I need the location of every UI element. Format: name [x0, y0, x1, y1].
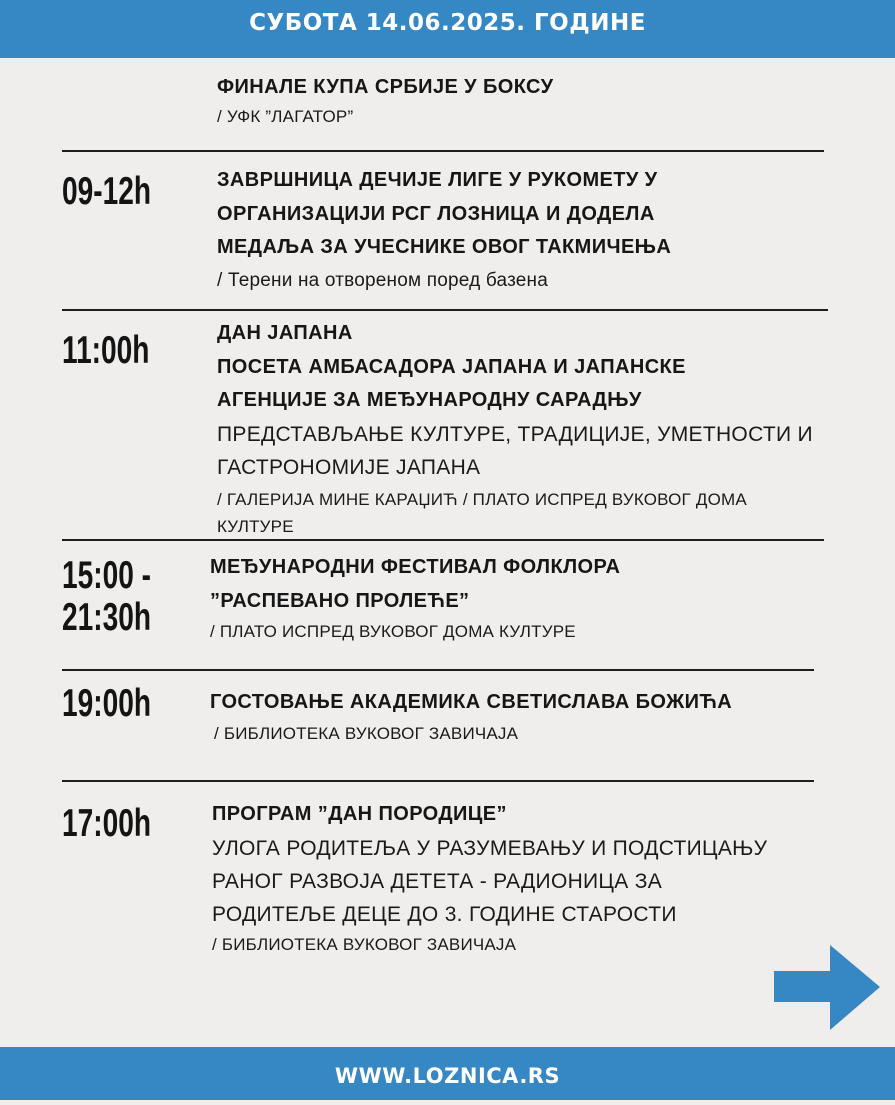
- event-description-line: РАНОГ РАЗВОЈА ДЕТЕТА - РАДИОНИЦА ЗА: [212, 869, 663, 893]
- event-location-line: КУЛТУРЕ: [217, 516, 294, 536]
- event-location: / БИБЛИОТЕКА ВУКОВОГ ЗАВИЧАЈА: [212, 934, 517, 954]
- header-bar: [0, 0, 895, 58]
- event-handball-league: [217, 164, 671, 297]
- event-location: / УФК ”ЛАГАТОР”: [217, 106, 354, 126]
- event-title-line: АГЕНЦИЈЕ ЗА МЕЂУНАРОДНУ САРАДЊУ: [217, 389, 642, 411]
- event-title-line: ПОСЕТА АМБАСАДОРА ЈАПАНА И ЈАПАНСКЕ: [217, 355, 686, 378]
- event-folklore-festival: [210, 551, 620, 645]
- event-title-line: ”РАСПЕВАНО ПРОЛЕЋЕ”: [210, 589, 470, 612]
- event-title-line: ЗАВРШНИЦА ДЕЧИЈЕ ЛИГЕ У РУКОМЕТУ У: [217, 169, 658, 191]
- event-title: ФИНАЛЕ КУПА СРБИЈЕ У БОКСУ: [217, 76, 554, 98]
- event-description-line: ПРЕДСТАВЉАЊЕ КУЛТУРЕ, ТРАДИЦИЈЕ, УМЕТНОСТИ И: [217, 422, 813, 446]
- divider: [62, 539, 824, 541]
- event-time-end: 21:30h: [62, 596, 151, 639]
- event-location: / ПЛАТО ИСПРЕД ВУКОВОГ ДОМА КУЛТУРЕ: [210, 622, 576, 641]
- divider: [62, 150, 824, 152]
- divider: [62, 780, 814, 782]
- event-time: 17:00h: [62, 802, 151, 845]
- event-time-start: 15:00 -: [62, 554, 151, 597]
- website-link[interactable]: WWW.LOZNICA.RS: [334, 1064, 561, 1088]
- event-location-line: / ГАЛЕРИЈА МИНЕ КАРАЏИЋ / ПЛАТО ИСПРЕД ВУКОВОГ ДОМА: [217, 489, 747, 509]
- event-boxing-final: [217, 71, 553, 130]
- divider: [62, 309, 828, 311]
- footer-bar: [0, 1047, 895, 1100]
- event-description-line: РОДИТЕЉЕ ДЕЦЕ ДО 3. ГОДИНЕ СТАРОСТИ: [212, 902, 677, 926]
- event-japan-day: [217, 317, 813, 540]
- event-title-line: МЕДАЉА ЗА УЧЕСНИКЕ ОВОГ ТАКМИЧЕЊА: [217, 236, 672, 258]
- event-title-line: ДАН ЈАПАНА: [217, 322, 353, 344]
- event-title-line: МЕЂУНАРОДНИ ФЕСТИВАЛ ФОЛКЛОРА: [210, 556, 621, 578]
- page-title: СУБОТА 14.06.2025. ГОДИНЕ: [249, 10, 646, 36]
- event-academic-visit: [210, 686, 732, 747]
- event-title-line: ОРГАНИЗАЦИЈИ РСГ ЛОЗНИЦА И ДОДЕЛА: [217, 202, 655, 225]
- event-time-range: [62, 555, 163, 639]
- event-description-line: УЛОГА РОДИТЕЉА У РАЗУМЕВАЊУ И ПОДСТИЦАЊУ: [212, 836, 768, 860]
- event-location: / БИБЛИОТЕКА ВУКОВОГ ЗАВИЧАЈА: [214, 723, 519, 743]
- arrow-right-icon[interactable]: [774, 945, 880, 1030]
- event-title: ГОСТОВАЊЕ АКАДЕМИКА СВЕТИСЛАВА БОЖИЋА: [210, 691, 733, 713]
- event-time: 11:00h: [62, 329, 150, 372]
- event-title: ПРОГРАМ ”ДАН ПОРОДИЦЕ”: [212, 803, 507, 825]
- event-location: / Терени на отвореном поред базена: [217, 269, 549, 291]
- event-family-day: [212, 798, 767, 958]
- event-description-line: ГАСТРОНОМИЈЕ ЈАПАНА: [217, 455, 481, 479]
- event-time: 19:00h: [62, 682, 151, 725]
- event-time: 09-12h: [62, 170, 151, 213]
- divider: [62, 669, 814, 671]
